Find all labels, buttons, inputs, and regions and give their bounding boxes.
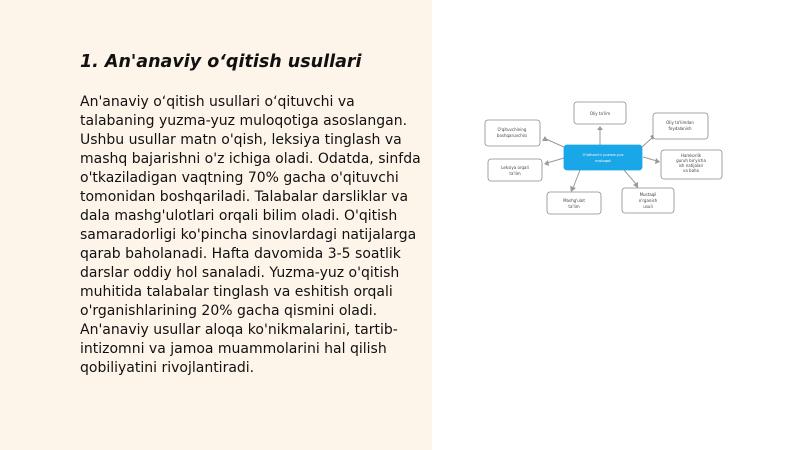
slide-title: 1. An'anaviy o‘qitish usullari [80, 52, 362, 72]
node-bottom-right [622, 188, 674, 213]
node-right-line-3: ish natijalari [678, 163, 704, 168]
node-bottom-left-line-2: ta'lim [568, 204, 580, 209]
node-bottom-right-line-1: Mustaqil [639, 192, 657, 197]
mind-map-diagram [480, 95, 730, 220]
node-right-line-2: guruh bo'yicha [676, 158, 706, 163]
node-center-line-2: muloqot [595, 158, 611, 163]
node-top-left-line-2: boshqaruvchisi [496, 133, 528, 138]
node-right [661, 150, 722, 179]
node-bottom-right-line-3: usuli [643, 204, 653, 209]
node-center [564, 145, 642, 170]
node-right-line-4: va baho [682, 168, 700, 173]
node-left-line-1: Leksiya orqali [501, 165, 529, 170]
node-bottom-left [547, 192, 601, 214]
node-top-left-line-1: O'qituvchining [497, 127, 527, 132]
node-bottom-left-line-1: Mashg'ulot [563, 198, 585, 203]
node-right-line-1: Hamkorlik [680, 153, 702, 158]
node-left [488, 159, 542, 181]
slide-body-text: An'anaviy o‘qitish usullari o‘qituvchi va talabaning yuzma-yuz muloqotiga asoslangan. Ushbu usullar matn o'qish, leksiya tinglash va mashq bajarishni o'z ichiga oladi. Odatda, sinfda o'tkaziladigan vaqtning 70% gacha o'qituvchi tomonidan boshqariladi. Talabalar darsliklar va dala mashg'ulotlari orqali bilim oladi. O'qitish samaradorligi ko'pincha sinovlardagi natijalarga qarab baholanadi. Hafta davomida 3-5 soatlik darslar oddiy hol sanaladi. Yuzma-yuz o'qitish muhitida talabalar tinglash va eshitish orqali o'rganishlarining 20% gacha qismini oladi. An'anaviy usullar aloqa ko'nikmalarini, tartib-intizomni va jamoa muammolarini hal qilish qobiliyatini rivojlantiradi. [80, 94, 421, 376]
node-top-label: Oliy ta'lim [589, 111, 611, 116]
node-bottom-right-line-2: o'rganish [638, 198, 658, 203]
node-top-right-line-2: foydalanish [668, 126, 692, 131]
node-top-left [485, 120, 540, 146]
node-top-right-line-1: Oliy ta'limdan [666, 120, 694, 125]
node-left-line-2: ta'lim [509, 171, 521, 176]
mind-map-canvas [480, 95, 730, 220]
node-top-right [653, 113, 708, 139]
node-center-line-1: O'qituvchi yuzma-yuz [582, 152, 624, 157]
node-top [574, 102, 626, 124]
